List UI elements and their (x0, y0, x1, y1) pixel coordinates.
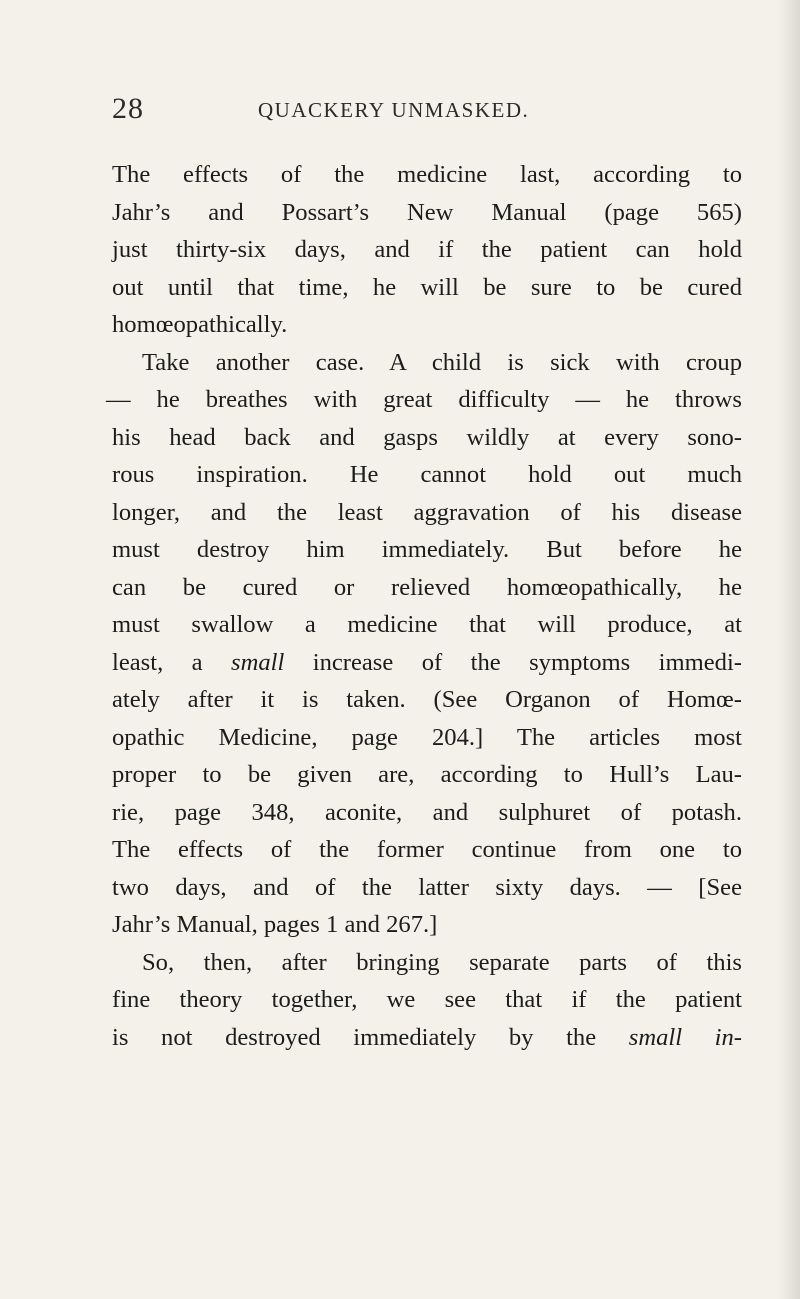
text-line: — he breathes with great difficulty — he throws (106, 386, 742, 413)
text-fragment: is not destroyed immediately by the (112, 1023, 597, 1051)
body-text (106, 156, 742, 1056)
text-line: two days, and of the latter sixty days. — [See (112, 873, 742, 901)
text-line: must swallow a medicine that will produce, at (112, 611, 742, 638)
text-line: ately after it is taken. (See Organon of Homœ- (112, 686, 742, 713)
italic-emphasis: small in- (628, 1023, 742, 1051)
text-fragment: increase of the symptoms immedi- (312, 648, 742, 676)
text-line: Take another case. A child is sick with croup (142, 348, 742, 376)
text-line: longer, and the least aggravation of his disease (112, 498, 742, 526)
text-line: homœopathically. (112, 311, 288, 338)
page-edge-shadow (778, 0, 800, 1299)
text-line: The effects of the former continue from one to (112, 836, 742, 863)
text-line: can be cured or relieved homœopathically, he (112, 573, 742, 601)
page-number: 28 (112, 92, 144, 125)
italic-emphasis: small (231, 648, 285, 676)
text-line: So, then, after bringing separate parts of this (142, 948, 742, 976)
text-line: proper to be given are, according to Hull’s Lau- (112, 761, 742, 788)
text-line: rous inspiration. He cannot hold out much (112, 461, 742, 488)
text-line-with-italic (112, 1019, 742, 1057)
text-line: opathic Medicine, page 204.] The articles most (112, 723, 742, 751)
text-line: must destroy him immediately. But before he (112, 536, 742, 563)
text-line: fine theory together, we see that if the patient (112, 986, 742, 1013)
text-line: his head back and gasps wildly at every sono- (112, 423, 742, 451)
running-title: QUACKERY UNMASKED. (258, 98, 530, 122)
text-line-with-italic (112, 644, 742, 682)
text-line: Jahr’s and Possart’s New Manual (page 565) (112, 198, 742, 226)
text-line: out until that time, he will be sure to be cured (112, 273, 742, 301)
text-line: The effects of the medicine last, according to (112, 161, 742, 188)
text-line: rie, page 348, aconite, and sulphuret of potash. (112, 798, 742, 826)
running-head (112, 92, 732, 132)
text-fragment: least, a (112, 648, 203, 676)
text-line: just thirty-six days, and if the patient can hold (112, 236, 742, 263)
text-line: Jahr’s Manual, pages 1 and 267.] (112, 911, 438, 938)
